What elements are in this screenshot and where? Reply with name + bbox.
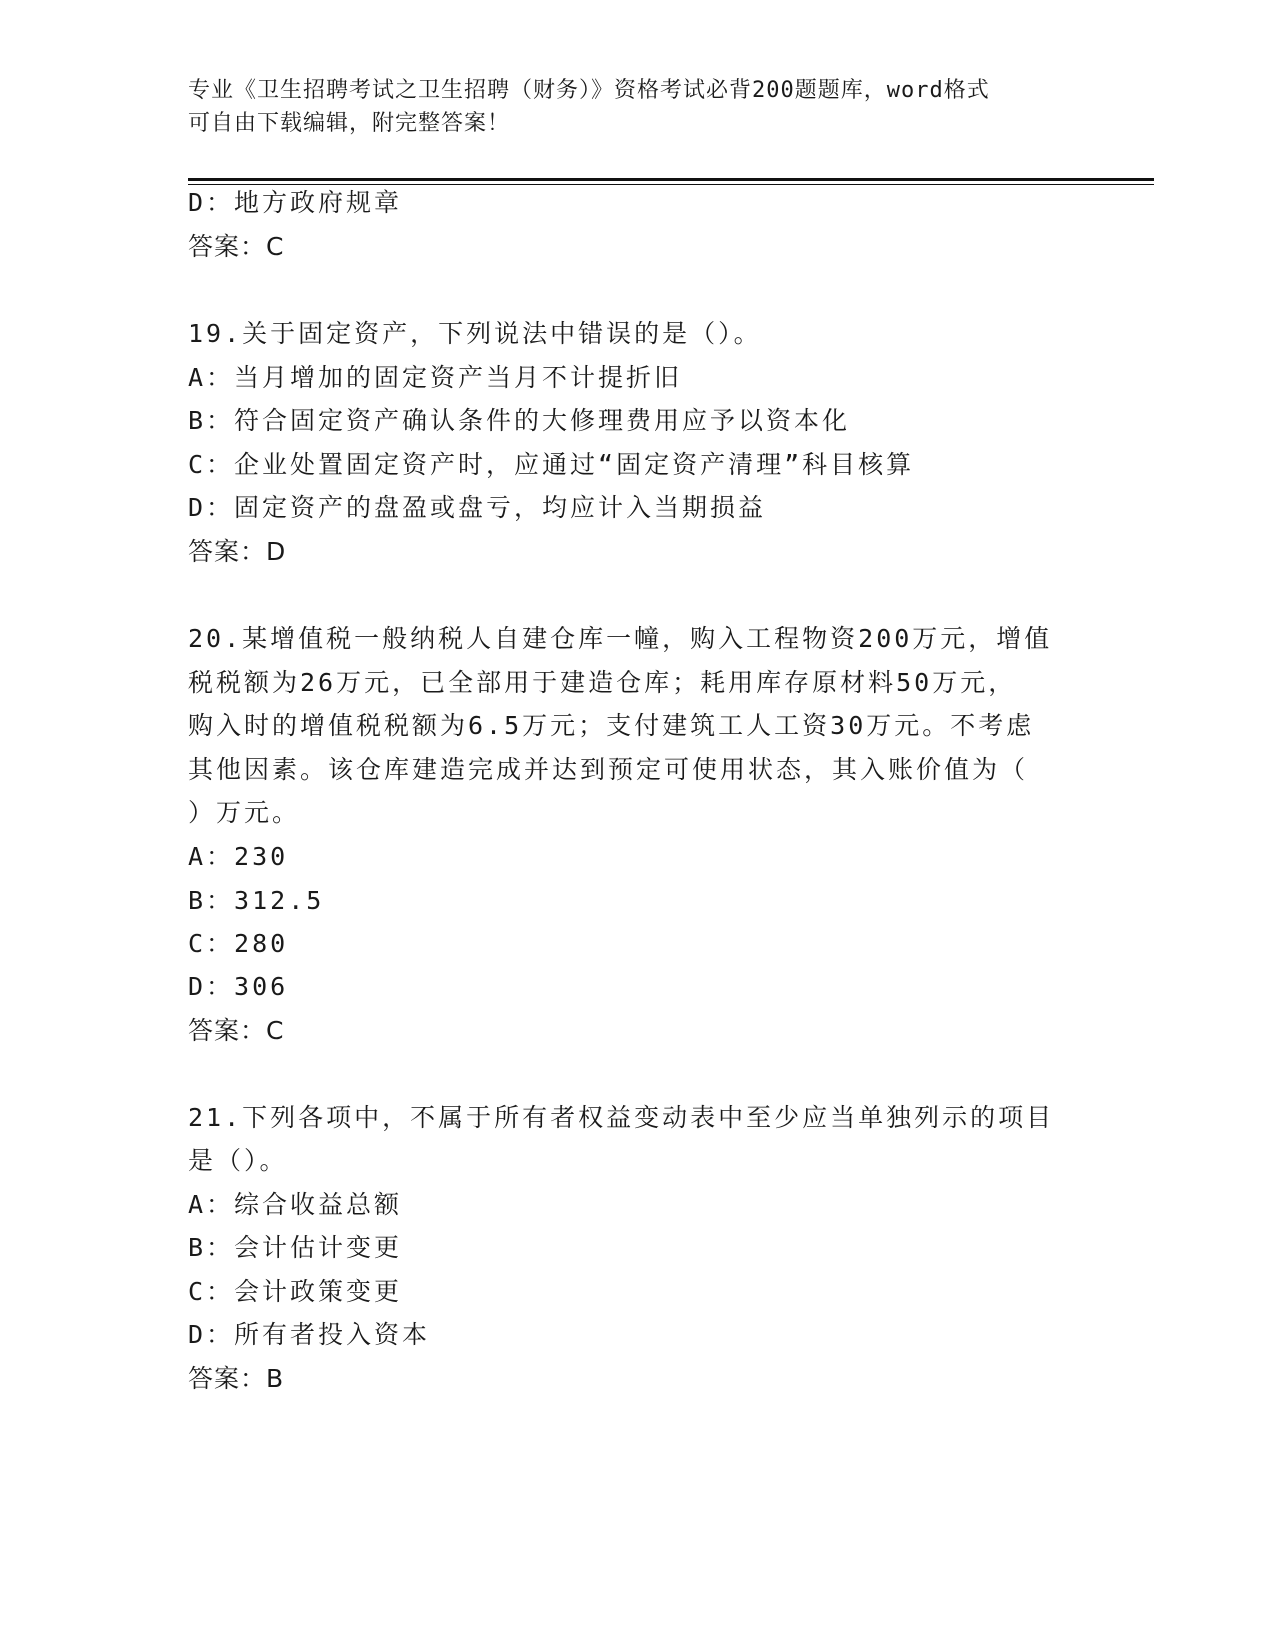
q20-stem-line-5: ）万元。 (188, 798, 301, 827)
q20-option-c: C：280 (188, 929, 289, 958)
q21-stem-line-2: 是（）。 (188, 1146, 288, 1175)
q20-stem-line-2: 税税额为26万元，已全部用于建造仓库；耗用库存原材料50万元， (188, 668, 1017, 697)
q20-stem-line-3: 购入时的增值税税额为6.5万元；支付建筑工人工资30万元。不考虑 (188, 711, 1035, 740)
q19-option-c: C：企业处置固定资产时，应通过“固定资产清理”科目核算 (188, 450, 915, 479)
prev-question-answer: 答案：C (188, 232, 285, 261)
q20-option-a: A：230 (188, 842, 289, 871)
q19-option-d: D：固定资产的盘盈或盘亏，均应计入当期损益 (188, 493, 767, 522)
q19-option-a: A：当月增加的固定资产当月不计提折旧 (188, 363, 683, 392)
q21-option-c: C：会计政策变更 (188, 1277, 403, 1306)
q20-option-d: D：306 (188, 972, 289, 1001)
q19-answer: 答案：D (188, 537, 287, 566)
q19-stem: 19.关于固定资产，下列说法中错误的是（）。 (188, 319, 762, 348)
header-rule-thin (188, 184, 1154, 185)
q21-answer: 答案：B (188, 1364, 285, 1393)
q21-option-a: A：综合收益总额 (188, 1190, 403, 1219)
q20-option-b: B：312.5 (188, 886, 325, 915)
q20-answer: 答案：C (188, 1016, 285, 1045)
prev-question-option-d: D：地方政府规章 (188, 188, 403, 217)
q21-stem-line-1: 21.下列各项中，不属于所有者权益变动表中至少应当单独列示的项目 (188, 1103, 1055, 1132)
q21-option-d: D：所有者投入资本 (188, 1320, 431, 1349)
header-rule-thick (188, 178, 1154, 181)
document-header: 专业《卫生招聘考试之卫生招聘（财务）》资格考试必背200题题库，word格式 可自由下载编辑，附完整答案！ (188, 78, 990, 136)
q21-option-b: B：会计估计变更 (188, 1233, 403, 1262)
q20-stem-line-1: 20.某增值税一般纳税人自建仓库一幢，购入工程物资200万元，增值 (188, 624, 1053, 653)
q19-option-b: B：符合固定资产确认条件的大修理费用应予以资本化 (188, 406, 851, 435)
q20-stem-line-4: 其他因素。该仓库建造完成并达到预定可使用状态，其入账价值为（ (188, 755, 1029, 784)
